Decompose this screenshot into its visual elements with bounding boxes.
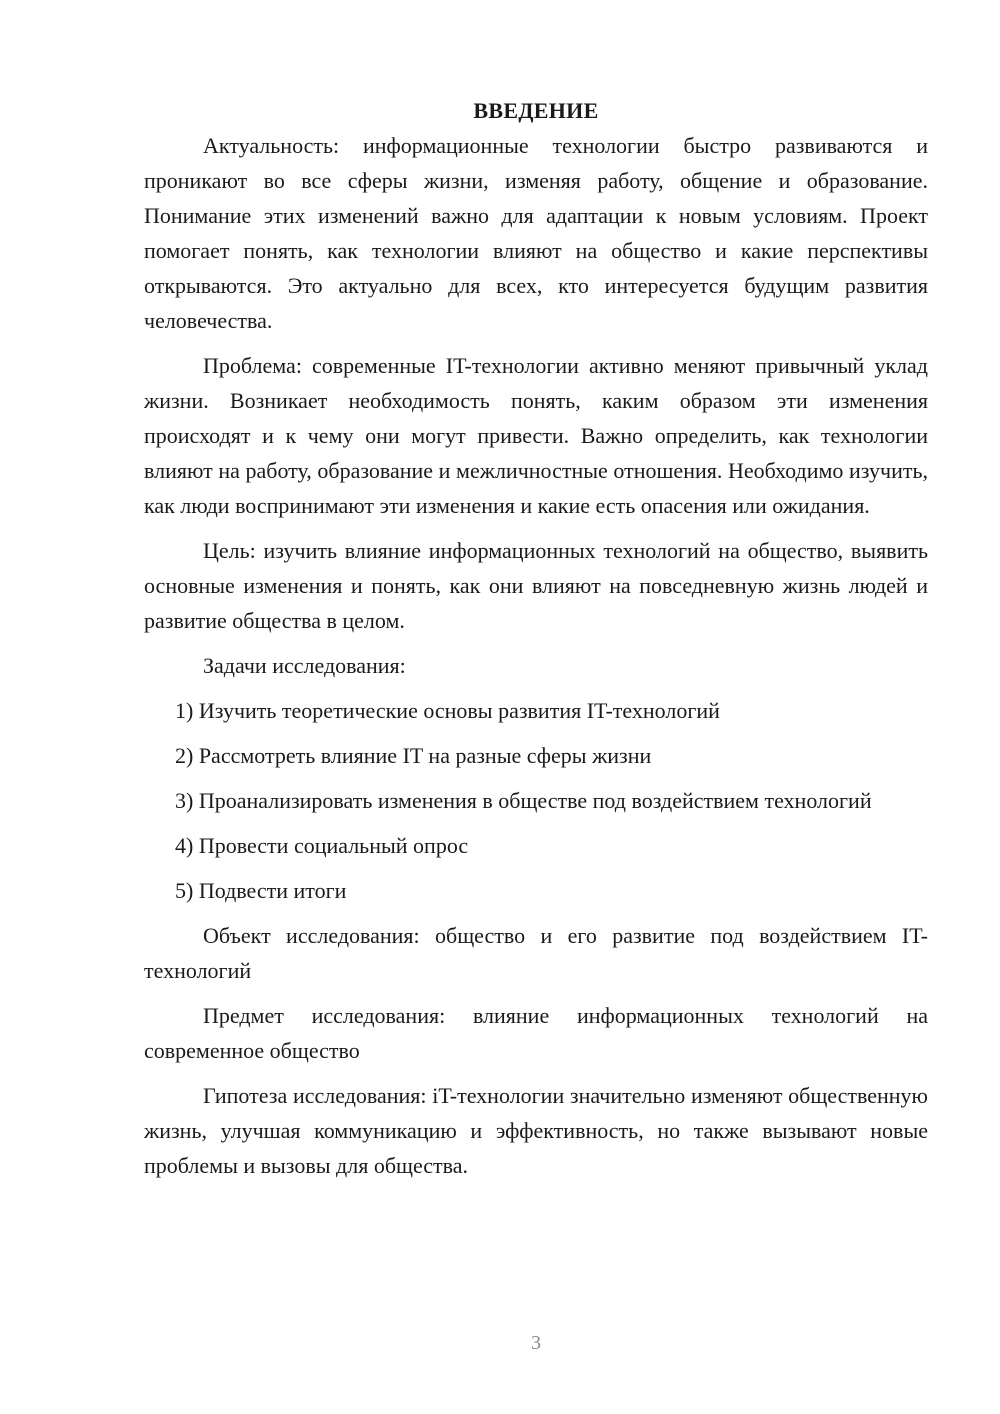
section-title: ВВЕДЕНИЕ	[473, 98, 599, 123]
problem-paragraph: Проблема: современные IT-технологии активно меняют привычный уклад жизни. Возникает необходимость понять, каким образом эти изменения происходят и к чему они могут привести. Важно определить, как технологии влияют на работу, образование и межличностные отношения. Необходимо изучить, как люди воспринимают эти изменения и какие есть опасения или ожидания.	[144, 353, 928, 518]
subject-paragraph: Предмет исследования: влияние информационных технологий на современное общество	[144, 1003, 928, 1063]
goal-paragraph: Цель: изучить влияние информационных технологий на общество, выявить основные изменения и понять, как они влияют на повседневную жизнь людей и развитие общества в целом.	[144, 538, 928, 633]
page-number: 3	[531, 1332, 541, 1354]
task-item-3: 3) Проанализировать изменения в обществе под воздействием технологий	[175, 788, 872, 813]
task-item-1: 1) Изучить теоретические основы развития IT-технологий	[175, 698, 720, 723]
object-paragraph: Объект исследования: общество и его развитие под воздействием IT-технологий	[144, 923, 928, 983]
tasks-heading: Задачи исследования:	[203, 653, 406, 678]
task-item-5: 5) Подвести итоги	[175, 878, 347, 903]
task-item-4: 4) Провести социальный опрос	[175, 833, 469, 858]
task-item-2: 2) Рассмотреть влияние IT на разные сферы жизни	[175, 743, 652, 768]
hypothesis-paragraph: Гипотеза исследования: iT-технологии значительно изменяют общественную жизнь, улучшая коммуникацию и эффективность, но также вызывают новые проблемы и вызовы для общества.	[144, 1083, 928, 1178]
document-page	[144, 93, 928, 1183]
relevance-paragraph: Актуальность: информационные технологии быстро развиваются и проникают во все сферы жизни, изменяя работу, общение и образование. Понимание этих изменений важно для адаптации к новым условиям. Проект помогает понять, как технологии влияют на общество и какие перспективы открываются. Это актуально для всех, кто интересуется будущим развития человечества.	[144, 133, 928, 333]
